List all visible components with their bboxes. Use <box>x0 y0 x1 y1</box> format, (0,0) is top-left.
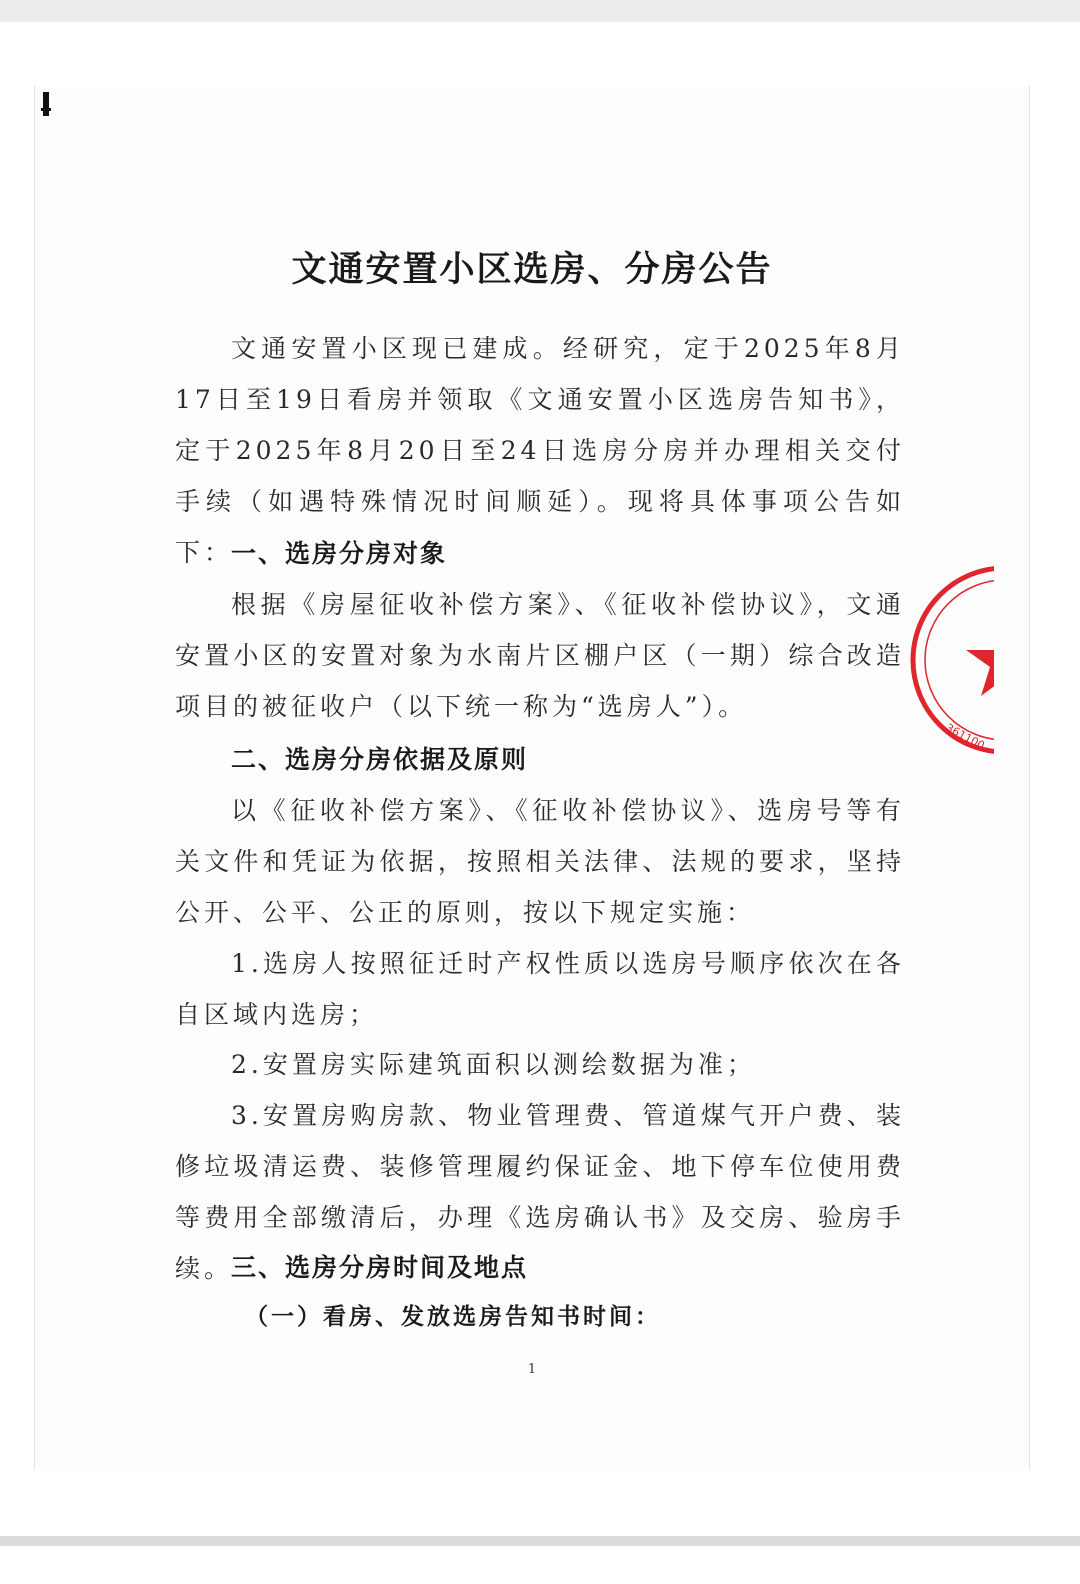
scroll-track[interactable] <box>0 1536 1080 1546</box>
document-title: 文通安置小区选房、分房公告 <box>291 249 773 290</box>
intro-paragraph: 文通安置小区现已建成。经研究，定于2025年8月17日至19日看房并领取《文通安置小区选房告知书》，定于2025年8月20日至24日选房分房并办理相关交付手续（如遇特殊情况时间顺延）。现将具体事项公告如下： <box>175 334 905 567</box>
section-1-body: 根据《房屋征收补偿方案》、《征收补偿协议》，文通安置小区的安置对象为水南片区棚户区（一期）综合改造项目的被征收户（以下统一称为“选房人”）。 <box>175 590 905 721</box>
section-2-item: 3.安置房购房款、物业管理费、管道煤气开户费、装修垃圾清运费、装修管理履约保证金、地下停车位使用费等费用全部缴清后，办理《选房确认书》及交房、验房手续。 <box>175 1101 905 1283</box>
section-3-subheading: （一）看房、发放选房告知书时间： <box>245 1303 661 1330</box>
viewer-bottom-bar <box>0 1528 1080 1584</box>
seal-number: 361100 <box>943 721 987 753</box>
official-seal <box>905 560 994 760</box>
section-2-item: 1.选房人按照征迁时产权性质以选房号顺序依次在各自区域内选房； <box>175 949 905 1029</box>
viewer-top-bar <box>0 0 1080 22</box>
section-2-heading: 二、选房分房依据及原则 <box>231 745 529 774</box>
section-2-item: 2.安置房实际建筑面积以测绘数据为准； <box>231 1050 756 1079</box>
page-number: 1 <box>527 1362 537 1377</box>
section-2-body: 以《征收补偿方案》、《征收补偿协议》、选房号等有关文件和凭证为依据，按照相关法律、法规的要求，坚持公开、公平、公正的原则，按以下规定实施： <box>175 796 905 927</box>
document-page <box>34 86 1030 1470</box>
section-1-heading: 一、选房分房对象 <box>231 539 448 568</box>
scan-artifact <box>43 92 49 116</box>
scan-artifact <box>41 108 51 111</box>
section-3-heading: 三、选房分房时间及地点 <box>231 1253 529 1282</box>
